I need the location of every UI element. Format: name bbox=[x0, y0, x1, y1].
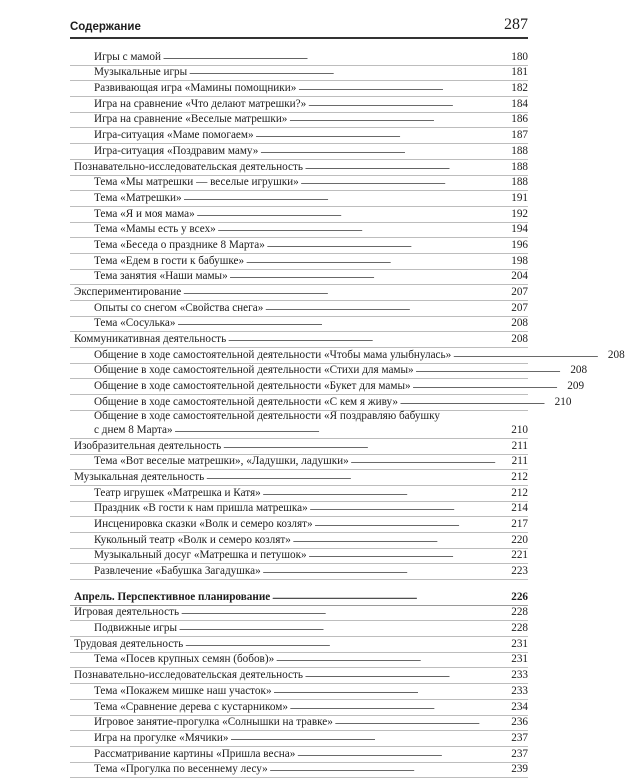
toc-entry-label: Музыкальные игры bbox=[94, 66, 188, 79]
dot-leader bbox=[256, 128, 500, 143]
toc-entry[interactable] bbox=[70, 207, 528, 223]
toc-page-number: 191 bbox=[511, 191, 528, 204]
toc-entry-label: Общение в ходе самостоятельной деятельности «Букет для мамы» bbox=[94, 380, 411, 393]
running-header bbox=[70, 14, 528, 36]
toc-entry[interactable] bbox=[70, 621, 528, 637]
dot-leader bbox=[189, 65, 500, 80]
dot-leader bbox=[298, 81, 500, 96]
toc-entry-label: Тема «Вот веселые матрешки», «Ладушки, ладушки» bbox=[94, 455, 349, 468]
toc-page-number: 208 bbox=[607, 348, 625, 361]
dot-leader bbox=[197, 207, 500, 222]
section-gap bbox=[70, 580, 528, 590]
toc-entry-label: Коммуникативная деятельность bbox=[74, 333, 227, 346]
toc-page-number: 211 bbox=[511, 439, 528, 452]
toc-entry-label: Общение в ходе самостоятельной деятельности «Чтобы мама улыбнулась» bbox=[94, 348, 452, 361]
toc-page-number: 194 bbox=[511, 223, 528, 236]
toc-entry-label: Тема «Едем в гости к бабушке» bbox=[94, 254, 245, 267]
dot-leader bbox=[263, 564, 500, 579]
toc-entry[interactable] bbox=[70, 176, 528, 192]
dot-leader bbox=[289, 112, 500, 127]
dot-leader bbox=[185, 637, 500, 652]
dot-leader bbox=[230, 269, 500, 284]
toc-page-number: 221 bbox=[511, 549, 528, 562]
toc-page-number: 207 bbox=[511, 286, 528, 298]
toc-entry-label: Игра-ситуация «Поздравим маму» bbox=[94, 144, 259, 157]
toc-entry[interactable] bbox=[70, 564, 528, 580]
dot-leader bbox=[315, 517, 500, 532]
toc-entry-label: Экспериментирование bbox=[74, 286, 182, 298]
toc-entry[interactable] bbox=[70, 254, 528, 270]
toc-section-heading[interactable] bbox=[70, 590, 528, 606]
dot-leader bbox=[335, 715, 500, 730]
toc-entry-label: Инсценировка сказки «Волк и семеро козлят» bbox=[94, 517, 313, 530]
toc-entry-label: Кукольный театр «Волк и семеро козлят» bbox=[94, 533, 291, 546]
toc-entry-label: Познавательно-исследовательская деятельность bbox=[74, 160, 303, 173]
toc-entry-label: Апрель. Перспективное планирование bbox=[74, 590, 271, 603]
toc-entry-label: Игровая деятельность bbox=[74, 606, 180, 619]
dot-leader bbox=[351, 454, 500, 469]
toc-chapter-entry[interactable] bbox=[70, 285, 528, 301]
toc-entry[interactable] bbox=[70, 533, 528, 549]
toc-entry-label: Познавательно-исследовательская деятельность bbox=[74, 669, 303, 682]
toc-entry-label: Опыты со снегом «Свойства снега» bbox=[94, 301, 264, 314]
toc-entry-label: Игровое занятие-прогулка «Солнышки на травке» bbox=[94, 716, 333, 729]
dot-leader bbox=[270, 762, 500, 777]
dot-leader bbox=[218, 222, 500, 237]
toc-entry-label: Игра на сравнение «Что делают матрешки?» bbox=[94, 97, 307, 110]
toc-entry-label: Рассматривание картины «Пришла весна» bbox=[94, 747, 296, 760]
dot-leader bbox=[184, 191, 500, 206]
dot-leader bbox=[413, 379, 557, 394]
toc-chapter-entry[interactable] bbox=[70, 160, 528, 176]
dot-leader bbox=[228, 332, 500, 347]
dot-leader bbox=[181, 605, 500, 620]
dot-leader bbox=[206, 470, 500, 485]
toc-page-number: 233 bbox=[511, 684, 528, 697]
toc-page-number: 223 bbox=[511, 565, 528, 577]
toc-entry[interactable] bbox=[70, 486, 528, 502]
toc-page-number: 204 bbox=[511, 270, 528, 283]
toc-page-number: 209 bbox=[567, 380, 585, 393]
toc-entry-label: Тема «Я и моя мама» bbox=[94, 207, 195, 220]
dot-leader bbox=[453, 348, 597, 363]
dot-leader bbox=[301, 175, 500, 190]
dot-leader bbox=[308, 97, 500, 112]
toc-entry-label: Тема «Мы матрешки — веселые игрушки» bbox=[94, 176, 299, 189]
toc-entry[interactable] bbox=[70, 97, 528, 113]
toc-entry-label: Тема «Матрешки» bbox=[94, 191, 182, 204]
dot-leader bbox=[290, 700, 500, 715]
toc-entry[interactable] bbox=[70, 731, 528, 747]
toc-entry[interactable] bbox=[70, 379, 585, 395]
toc-entry-label: Игра на сравнение «Веселые матрешки» bbox=[94, 113, 288, 126]
toc-page-number: 226 bbox=[511, 590, 528, 603]
toc-entry-label-continued: с днем 8 Марта» bbox=[94, 423, 173, 436]
toc-entry[interactable] bbox=[70, 517, 528, 533]
toc-page-number: 211 bbox=[511, 455, 528, 468]
toc-entry[interactable] bbox=[70, 144, 528, 160]
toc-page-number: 231 bbox=[511, 653, 528, 666]
toc-entry[interactable] bbox=[70, 763, 528, 778]
running-title: Содержание bbox=[70, 21, 141, 33]
toc-entry-label: Театр игрушек «Матрешка и Катя» bbox=[94, 486, 261, 499]
toc-entry[interactable] bbox=[70, 700, 528, 716]
toc-entry-label: Тема «Сравнение дерева с кустарником» bbox=[94, 700, 288, 713]
toc-entry-label: Тема «Прогулка по весеннему лесу» bbox=[94, 763, 268, 776]
toc-page-number: 212 bbox=[511, 470, 528, 483]
toc-page-number: 234 bbox=[511, 700, 528, 713]
dot-leader bbox=[179, 621, 500, 636]
toc-entry[interactable] bbox=[70, 270, 528, 286]
toc-entry-label: Праздник «В гости к нам пришла матрешка» bbox=[94, 502, 308, 515]
toc-chapter-entry[interactable] bbox=[70, 668, 528, 684]
dot-leader bbox=[265, 301, 500, 316]
toc-entry[interactable] bbox=[70, 81, 528, 97]
toc-page-number: 237 bbox=[511, 747, 528, 760]
dot-leader bbox=[309, 548, 500, 563]
toc-entry[interactable] bbox=[70, 502, 528, 518]
toc-page-number: 188 bbox=[511, 144, 528, 157]
toc-page-number: 231 bbox=[511, 637, 528, 650]
toc-entry[interactable] bbox=[70, 549, 528, 565]
toc-entry-label: Общение в ходе самостоятельной деятельности «Стихи для мамы» bbox=[94, 364, 414, 377]
toc-page-number: 180 bbox=[511, 50, 528, 63]
toc-page-number: 208 bbox=[511, 317, 528, 330]
toc-entry-label: Тема «Покажем мишке наш участок» bbox=[94, 684, 272, 697]
toc-chapter-entry[interactable] bbox=[70, 332, 528, 348]
toc-page-number: 210 bbox=[554, 395, 572, 408]
toc-entry[interactable] bbox=[70, 317, 528, 333]
toc-entry[interactable] bbox=[70, 684, 528, 700]
toc-page-number: 217 bbox=[511, 517, 528, 530]
dot-leader bbox=[274, 684, 500, 699]
dot-leader bbox=[416, 363, 560, 378]
toc-entry-label: Подвижные игры bbox=[94, 622, 177, 635]
dot-leader bbox=[230, 731, 500, 746]
toc-entry-label: Игра-ситуация «Маме помогаем» bbox=[94, 129, 254, 142]
toc-page-number: 188 bbox=[511, 160, 528, 173]
toc-page-number: 198 bbox=[511, 254, 528, 267]
toc-entry[interactable] bbox=[70, 238, 528, 254]
toc-page-number: 207 bbox=[511, 301, 528, 314]
toc-page-number: 237 bbox=[511, 731, 528, 744]
dot-leader bbox=[178, 316, 501, 331]
toc-entry-label: Тема «Посев крупных семян (бобов)» bbox=[94, 653, 275, 666]
toc-page-number: 192 bbox=[511, 207, 528, 220]
toc-page-number: 220 bbox=[511, 533, 528, 546]
toc-entry-label: Тема «Сосулька» bbox=[94, 317, 176, 330]
toc-entry[interactable] bbox=[70, 364, 588, 380]
dot-leader bbox=[305, 160, 500, 175]
toc-entry[interactable] bbox=[70, 223, 528, 239]
toc-entry[interactable] bbox=[70, 66, 528, 82]
toc-chapter-entry[interactable] bbox=[70, 439, 528, 455]
toc-entry[interactable] bbox=[70, 191, 528, 207]
toc-entry-label: Игра на прогулке «Мячики» bbox=[94, 731, 229, 744]
dot-leader bbox=[267, 238, 500, 253]
dot-leader bbox=[183, 285, 500, 300]
toc-entry[interactable] bbox=[70, 301, 528, 317]
toc-entry[interactable] bbox=[70, 50, 528, 66]
dot-leader bbox=[263, 486, 500, 501]
toc-page-number: 188 bbox=[511, 176, 528, 189]
toc-entry[interactable] bbox=[70, 348, 625, 364]
dot-leader bbox=[260, 144, 500, 159]
toc-page-number: 196 bbox=[511, 238, 528, 251]
dot-leader bbox=[400, 395, 544, 410]
dot-leader bbox=[272, 590, 500, 605]
header-rule bbox=[70, 37, 528, 39]
toc-page-number: 233 bbox=[511, 669, 528, 682]
toc-page-number: 208 bbox=[570, 364, 588, 377]
toc-page-number: 214 bbox=[511, 502, 528, 515]
toc-page-number: 208 bbox=[511, 333, 528, 346]
toc-entry-label: Игры с мамой bbox=[94, 50, 161, 63]
toc-entry[interactable] bbox=[70, 455, 528, 471]
toc-entry-label: Музыкальный досуг «Матрешка и петушок» bbox=[94, 549, 307, 562]
toc-page-number: 212 bbox=[511, 486, 528, 499]
toc-entry-label: Тема «Мамы есть у всех» bbox=[94, 223, 216, 236]
toc-entry[interactable] bbox=[70, 128, 528, 144]
dot-leader bbox=[163, 50, 500, 65]
toc-entry[interactable] bbox=[70, 113, 528, 129]
page-number: 287 bbox=[504, 16, 528, 33]
toc-page-number: 181 bbox=[511, 66, 528, 79]
toc-entry-label: Тема занятия «Наши мамы» bbox=[94, 270, 228, 283]
dot-leader bbox=[293, 533, 500, 548]
toc-page-number: 184 bbox=[511, 97, 528, 110]
toc-entry-label: Развивающая игра «Мамины помощники» bbox=[94, 82, 297, 95]
toc-entry-label: Развлечение «Бабушка Загадушка» bbox=[94, 565, 261, 577]
toc-page-number: 187 bbox=[511, 129, 528, 142]
toc-entry-label: Общение в ходе самостоятельной деятельности «С кем я живу» bbox=[94, 395, 398, 408]
toc-page-number: 210 bbox=[511, 423, 528, 436]
toc-entry-label: Изобразительная деятельность bbox=[74, 439, 222, 452]
toc-chapter-entry[interactable] bbox=[70, 470, 528, 486]
dot-leader bbox=[297, 747, 500, 762]
toc-entry[interactable] bbox=[70, 411, 528, 439]
toc-entry-label: Тема «Беседа о празднике 8 Марта» bbox=[94, 238, 265, 251]
toc-page-number: 236 bbox=[511, 716, 528, 729]
toc-page-number: 228 bbox=[511, 622, 528, 635]
toc-entry-label: Трудовая деятельность bbox=[74, 637, 184, 650]
dot-leader bbox=[246, 254, 500, 269]
toc-entry[interactable] bbox=[70, 747, 528, 763]
toc-entry-continuation bbox=[94, 423, 528, 438]
dot-leader bbox=[305, 668, 500, 683]
dot-leader bbox=[310, 501, 500, 516]
toc-chapter-entry[interactable] bbox=[70, 637, 528, 653]
table-of-contents bbox=[70, 50, 625, 778]
toc-page-number: 186 bbox=[511, 113, 528, 126]
toc-entry-label: Музыкальная деятельность bbox=[74, 470, 205, 483]
toc-page-number: 239 bbox=[511, 763, 528, 776]
toc-page-number: 228 bbox=[511, 606, 528, 619]
dot-leader bbox=[223, 439, 500, 454]
toc-entry[interactable] bbox=[70, 653, 528, 669]
dot-leader bbox=[175, 423, 500, 438]
dot-leader bbox=[276, 652, 500, 667]
toc-page-number: 182 bbox=[511, 82, 528, 95]
toc-entry-label: Общение в ходе самостоятельной деятельности «Я поздравляю бабушку bbox=[94, 409, 440, 422]
toc-chapter-entry[interactable] bbox=[70, 606, 528, 622]
toc-entry[interactable] bbox=[70, 716, 528, 732]
